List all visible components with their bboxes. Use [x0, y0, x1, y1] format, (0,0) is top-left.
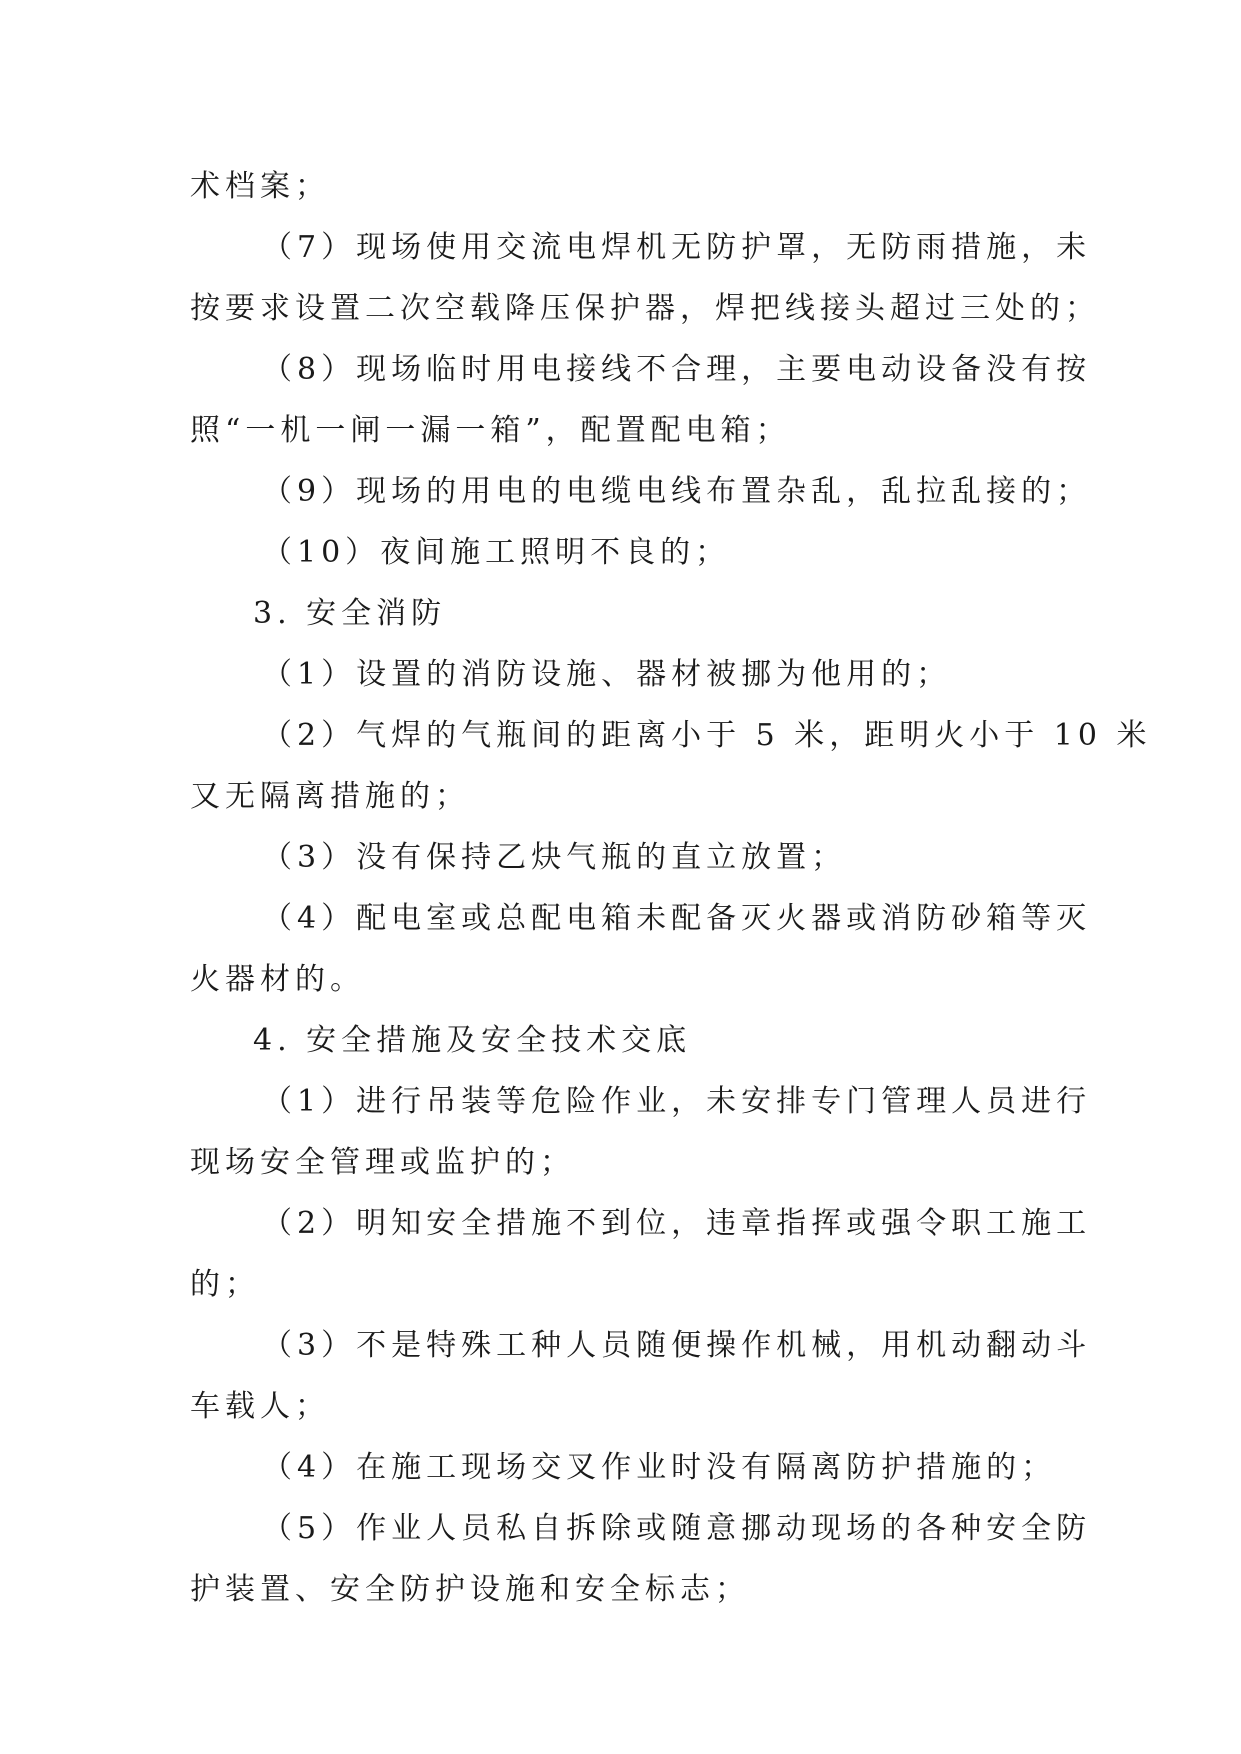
- text-line: 按要求设置二次空载降压保护器，焊把线接头超过三处的；: [190, 291, 1100, 326]
- text-line: 火器材的。: [190, 962, 365, 997]
- text-line: （10）夜间施工照明不良的；: [262, 535, 731, 570]
- text-line: （4）配电室或总配电箱未配备灭火器或消防砂箱等灭: [262, 901, 1092, 936]
- text-line: 术档案；: [190, 169, 330, 204]
- text-line: （9）现场的用电的电缆电线布置杂乱，乱拉乱接的；: [262, 474, 1092, 509]
- text-line: （5）作业人员私自拆除或随意挪动现场的各种安全防: [262, 1511, 1092, 1546]
- text-line: （7）现场使用交流电焊机无防护罩，无防雨措施，未: [262, 230, 1092, 265]
- document-body: [190, 156, 1152, 1620]
- section-heading: 3. 安全消防: [253, 596, 447, 631]
- text-line: （2）气焊的气瓶间的距离小于 5 米，距明火小于 10 米: [262, 718, 1152, 753]
- text-line: 照“一机一闸一漏一箱”，配置配电箱；: [190, 413, 791, 448]
- text-line: （2）明知安全措施不到位，违章指挥或强令职工施工: [262, 1206, 1092, 1241]
- text-line: 现场安全管理或监护的；: [190, 1145, 575, 1180]
- text-line: 又无隔离措施的；: [190, 779, 470, 814]
- text-line: 车载人；: [190, 1389, 330, 1424]
- text-line: 的；: [190, 1267, 260, 1302]
- section-heading: 4. 安全措施及安全技术交底: [253, 1023, 692, 1058]
- text-line: （4）在施工现场交叉作业时没有隔离防护措施的；: [262, 1450, 1057, 1485]
- text-line: （1）进行吊装等危险作业，未安排专门管理人员进行: [262, 1084, 1092, 1119]
- text-line: （3）不是特殊工种人员随便操作机械，用机动翻动斗: [262, 1328, 1092, 1363]
- text-line: （3）没有保持乙炔气瓶的直立放置；: [262, 840, 847, 875]
- text-line: 护装置、安全防护设施和安全标志；: [190, 1572, 750, 1607]
- text-line: （1）设置的消防设施、器材被挪为他用的；: [262, 657, 952, 692]
- text-line: （8）现场临时用电接线不合理，主要电动设备没有按: [262, 352, 1092, 387]
